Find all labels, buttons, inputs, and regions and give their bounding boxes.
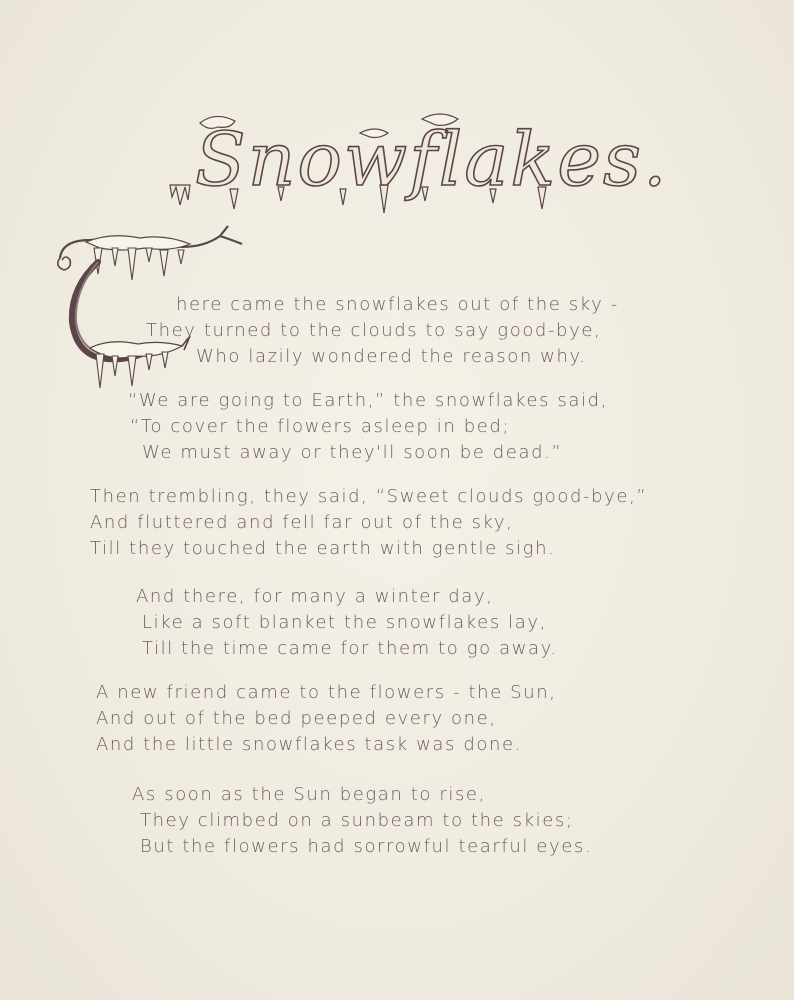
poem-line: A new friend came to the flowers - the Sun, [96,682,557,703]
title-lettering [160,105,669,225]
poem-line: But the flowers had sorrowful tearful eyes. [140,836,593,857]
drop-cap-letter [96,290,103,301]
poem-line: “We are going to Earth,” the snowflakes said, [128,390,608,411]
poem-line: And the little snowflakes task was done. [96,734,522,755]
poem-line: They turned to the clouds to say good-bye, [146,320,602,341]
poem-line: Till they touched the earth with gentle sigh. [90,538,556,559]
title-text: Snowflakes. [195,117,669,203]
poem-title [160,105,669,225]
poem-line: As soon as the Sun began to rise, [132,784,486,805]
poem-line: And there, for many a winter day, [136,586,494,607]
stanza-1 [146,292,619,370]
poem-line: They climbed on a sunbeam to the skies; [140,810,574,831]
poem-line: And fluttered and fell far out of the sky, [90,512,514,533]
poem-line: Till the time came for them to go away. [142,638,558,659]
poem-line: here came the snowflakes out of the sky - [176,294,619,315]
stanza-4 [136,584,558,662]
poem-line: We must away or they'll soon be dead.” [142,442,563,463]
stanza-6 [132,782,592,860]
stanza-3 [90,484,647,562]
poem-line: Then trembling, they said, “Sweet clouds good-bye,” [90,486,648,507]
poem-line: “To cover the flowers asleep in bed; [130,416,511,437]
stanza-2 [128,388,608,466]
stanza-5 [96,680,557,758]
poem-line: And out of the bed peeped every one, [96,708,497,729]
poem-line: Like a soft blanket the snowflakes lay, [142,612,547,633]
poem-line: Who lazily wondered the reason why. [196,346,587,367]
